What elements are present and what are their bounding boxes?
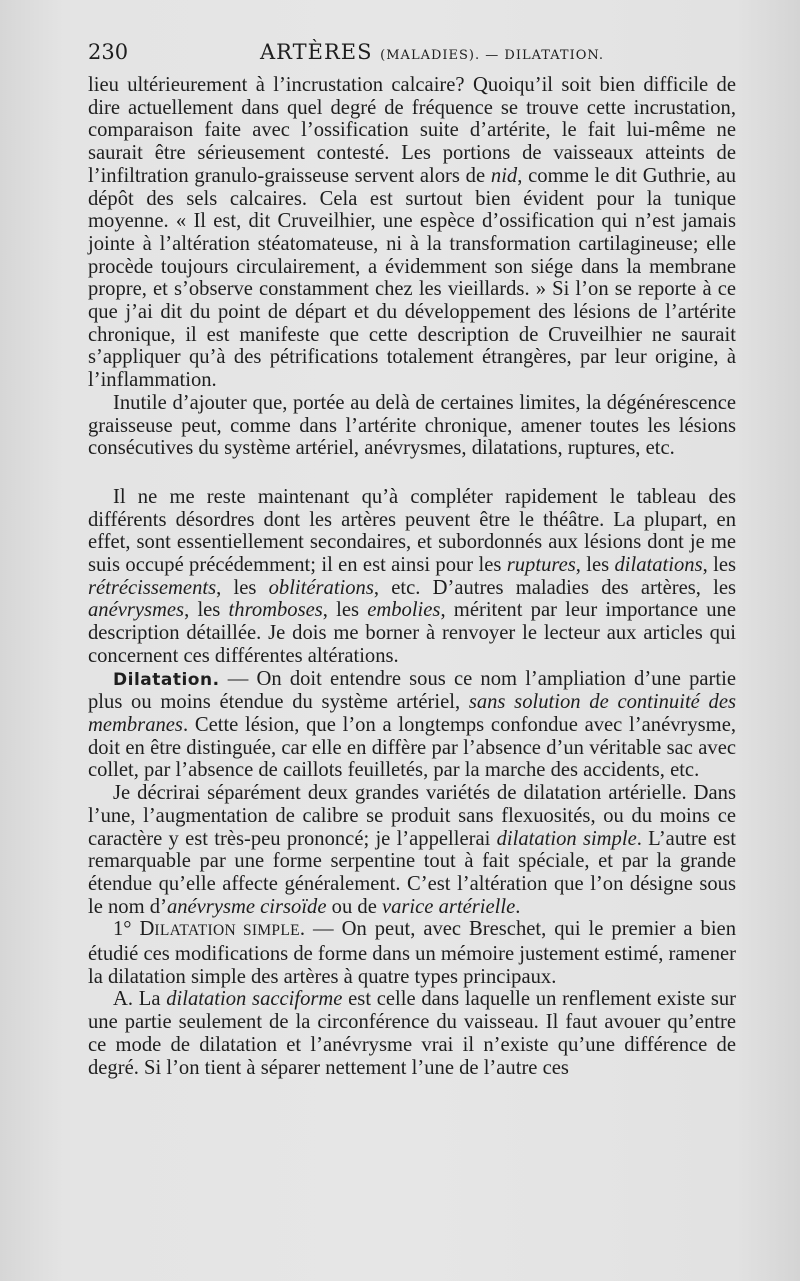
italic-run: dilatation simple <box>496 827 637 850</box>
text-run: — On doit entendre sous ce nom l’ampliation d’une partie plus ou moins étendue du système artériel, <box>88 667 736 714</box>
running-title-paren: (MALADIES) <box>380 48 475 63</box>
body-text <box>88 74 736 1079</box>
italic-run: dilatations <box>614 554 703 577</box>
running-title <box>260 40 604 64</box>
italic-run: varice artérielle <box>381 895 516 918</box>
text-run: . — On peut, avec Breschet, qui le premier a bien étudié ces modifications de forme dans un mémoire justement estimé, ramener la dilatation simple des artères à quatre types principaux. <box>88 918 736 988</box>
heading-initial: D <box>139 918 155 941</box>
text-run: , les <box>575 554 615 577</box>
running-header <box>88 40 736 70</box>
text-run: . Cette lésion, que l’on a longtemps confondue avec l’anévrysme, doit en être distinguée, car elle en diffère par l’absence d’un véritable sac avec collet, par l’absence de caillots feuilletés, par la marche des accidents, etc. <box>88 713 736 782</box>
text-run: Il ne me reste maintenant qu’à compléter rapidement le tableau des différents désordres dont les artères peuvent être le théâtre. La plupart, en effet, sont essentiellement secondaires, et subordonnés aux lésions dont je me suis occupé précédemment; il en est ainsi pour les <box>88 485 736 577</box>
text-run: . L’autre est remarquable par une forme serpentine tout à fait spéciale, et par la grande étendue qu’elle affecte généralement. C’est l’altération que l’on désigne sous le nom d’ <box>88 827 736 918</box>
running-title-main: ARTÈRES <box>260 40 373 64</box>
text-run: , les <box>702 554 736 577</box>
text-run: est celle dans laquelle un renflement existe sur une partie seulement de la circonférence du vaisseau. Il faut avouer qu’entre ce mode de dilatation et l’anévrysme vrai il n’existe qu’une différence de degré. Si l’on tient à séparer nettement l’une de l’autre ces <box>88 988 736 1079</box>
italic-run: sans solution de continuité des membranes <box>88 691 736 736</box>
page-number: 230 <box>88 40 129 64</box>
italic-run: embolies <box>367 599 441 622</box>
italic-run: thromboses <box>228 599 323 622</box>
text-run: , les <box>322 599 368 622</box>
text-run: , méritent par leur importance une description détaillée. Je dois me borner à renvoyer le lecteur aux articles qui concernent ces différentes altérations. <box>88 599 736 667</box>
paragraph-1 <box>88 74 736 392</box>
item-number: 1° <box>113 918 132 941</box>
text-run: ou de <box>326 895 382 918</box>
italic-run: ruptures <box>506 554 576 577</box>
text-run: A. La <box>113 988 167 1011</box>
subsection-heading <box>140 918 300 940</box>
italic-run: anévrysme cirsoïde <box>166 895 327 918</box>
italic-run: nid <box>490 164 518 187</box>
text-run: , etc. D’autres maladies des artères, les <box>373 576 737 599</box>
text-run: lieu ultérieurement à l’incrustation calcaire? Quoiqu’il soit bien difficile de dire actuellement dans quel degré de fréquence se trouve cette incrustation, comparaison faite avec l’ossification suite d’artérite, le fait lui-même ne saurait être sérieusement contesté. Les portions de vaisseaux atteints de l’infiltration granulo-graisseuse servent alors de <box>88 74 736 187</box>
text-run: , les <box>184 599 229 622</box>
text-run: , les <box>216 576 269 599</box>
paragraph-2 <box>88 392 736 460</box>
italic-run: oblitérations <box>268 576 374 599</box>
paragraph-3 <box>88 486 736 668</box>
section-heading-dilatation: Dilatation. <box>113 669 220 690</box>
text-run: . <box>515 895 521 918</box>
paragraph-dilatation <box>88 668 736 783</box>
paragraph-7 <box>88 988 736 1079</box>
running-title-rest: . — DILATATION. <box>475 48 605 63</box>
italic-run: anévrysmes <box>88 599 185 622</box>
text-run: Inutile d’ajouter que, portée au delà de certaines limites, la dégénérescence graisseuse peut, comme dans l’artérite chronique, amener toutes les lésions consécutives du système artériel, anévrysmes, dilatations, ruptures, etc. <box>88 391 736 460</box>
heading-smallcaps: ILATATION SIMPLE <box>154 922 300 940</box>
paragraph-5 <box>88 782 736 918</box>
italic-run: dilatation sacciforme <box>166 988 343 1011</box>
italic-run: rétrécissements <box>88 576 217 599</box>
text-run: , comme le dit Guthrie, au dépôt des sels calcaires. Cela est surtout bien évident pour la tunique moyenne. « Il est, dit Cruveilhier, une espèce d’ossification qui n’est jamais jointe à l’altération stéatomateuse, ni à la transformation cartilagineuse; elle procède toujours circulairement, a évidemment son siége dans la membrane propre, et s’observe constamment chez les vieillards. » Si l’on se reporte à ce que j’ai dit du point de départ et du développement des lésions de l’artérite chronique, il est manifeste que cette description de Cruveilhier ne saurait s’appliquer qu’à des pétrifications totalement étrangères, par leur origine, à l’inflammation. <box>88 164 736 392</box>
text-run: Je décrirai séparément deux grandes variétés de dilatation artérielle. Dans l’une, l’augmentation de calibre se produit sans flexuosités, ou du moins ce caractère y est très-peu prononcé; je l’appellerai <box>88 782 736 850</box>
section-gap <box>88 460 736 486</box>
paragraph-dilatation-simple <box>88 918 736 988</box>
